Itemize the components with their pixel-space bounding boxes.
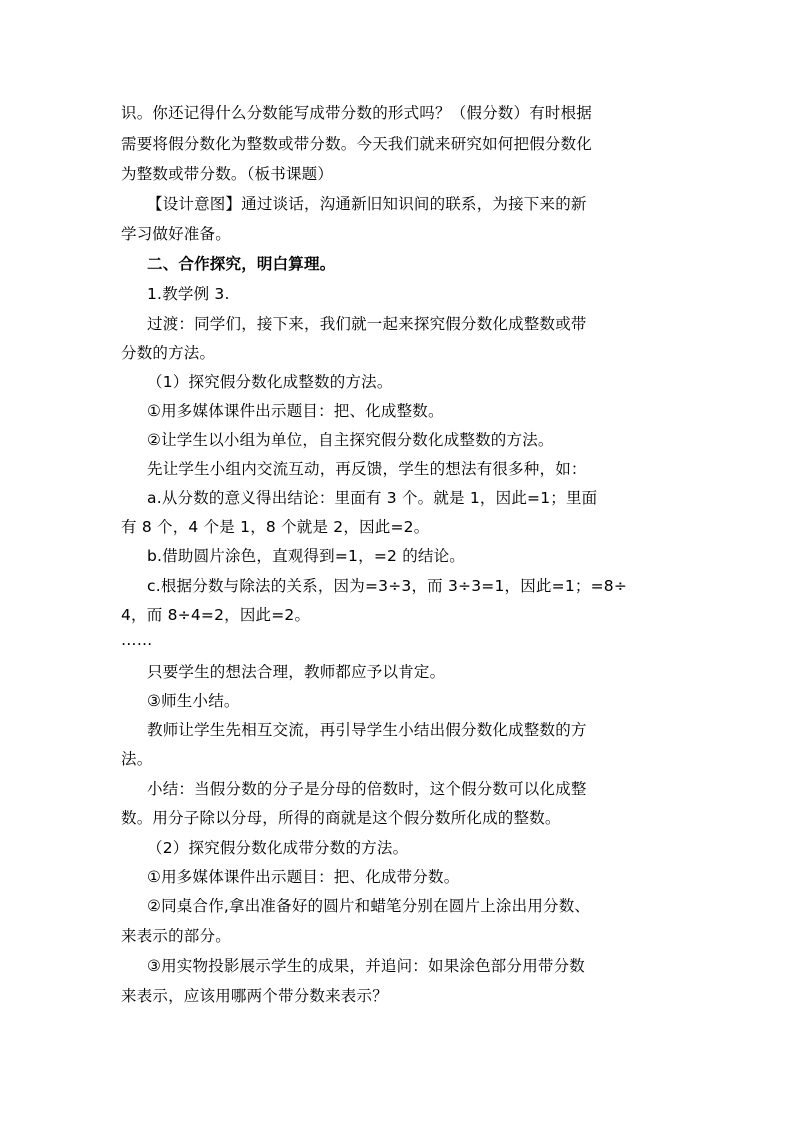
summary-line: 小结：当假分数的分子是分母的倍数时，这个假分数可以化成整 bbox=[147, 780, 587, 798]
text-line: 教师让学生先相互交流，再引导学生小结出假分数化成整数的方 bbox=[147, 721, 587, 739]
text-line: 有 8 个，4 个是 1，8 个就是 2，因此=2。 bbox=[121, 518, 430, 536]
subsection-heading: （2）探究假分数化成带分数的方法。 bbox=[147, 839, 409, 857]
text-line: ②同桌合作,拿出准备好的圆片和蜡笔分别在圆片上涂出用分数、 bbox=[147, 897, 591, 915]
subsection-heading: （1）探究假分数化成整数的方法。 bbox=[147, 373, 393, 391]
text-line: ③师生小结。 bbox=[147, 692, 240, 710]
text-line: 需要将假分数化为整数或带分数。今天我们就来研究如何把假分数化 bbox=[121, 135, 593, 153]
example-heading: 1.教学例 3. bbox=[147, 285, 230, 303]
text-line: a.从分数的意义得出结论：里面有 3 个。就是 1，因此=1；里面 bbox=[147, 489, 598, 507]
text-line: 识。你还记得什么分数能写成带分数的形式吗？（假分数）有时根据 bbox=[121, 104, 593, 122]
text-line: ②让学生以小组为单位，自主探究假分数化成整数的方法。 bbox=[147, 431, 554, 449]
text-line: 数。用分子除以分母，所得的商就是这个假分数所化成的整数。 bbox=[121, 809, 561, 827]
text-line: ③用实物投影展示学生的成果，并追问：如果涂色部分用带分数 bbox=[147, 957, 585, 975]
text-line: 为整数或带分数。（板书课题） bbox=[121, 165, 334, 183]
text-line: 只要学生的想法合理，教师都应予以肯定。 bbox=[147, 663, 446, 681]
text-line: 先让学生小组内交流互动，再反馈，学生的想法有很多种，如： bbox=[147, 460, 587, 478]
text-line: 来表示的部分。 bbox=[121, 927, 231, 945]
text-line: 法。 bbox=[121, 750, 153, 768]
text-line: ①用多媒体课件出示题目：把、化成带分数。 bbox=[147, 868, 460, 886]
text-line: 分数的方法。 bbox=[121, 344, 216, 362]
text-line: c.根据分数与除法的关系，因为=3÷3，而 3÷3=1，因此=1；=8÷ bbox=[147, 577, 628, 595]
text-line: ①用多媒体课件出示题目：把、化成整数。 bbox=[147, 402, 444, 420]
section-heading: 二、合作探究，明白算理。 bbox=[147, 255, 336, 273]
text-line: b.借助圆片涂色，直观得到=1，=2 的结论。 bbox=[147, 547, 465, 565]
text-line: 4，而 8÷4=2，因此=2。 bbox=[121, 606, 311, 624]
text-line: 学习做好准备。 bbox=[121, 225, 231, 243]
text-line: 来表示，应该用哪两个带分数来表示？ bbox=[121, 987, 388, 1005]
design-intent-line: 【设计意图】通过谈话，沟通新旧知识间的联系，为接下来的新 bbox=[147, 195, 587, 213]
ellipsis-line: …… bbox=[121, 631, 153, 649]
text-line: 过渡：同学们，接下来，我们就一起来探究假分数化成整数或带 bbox=[147, 315, 587, 333]
